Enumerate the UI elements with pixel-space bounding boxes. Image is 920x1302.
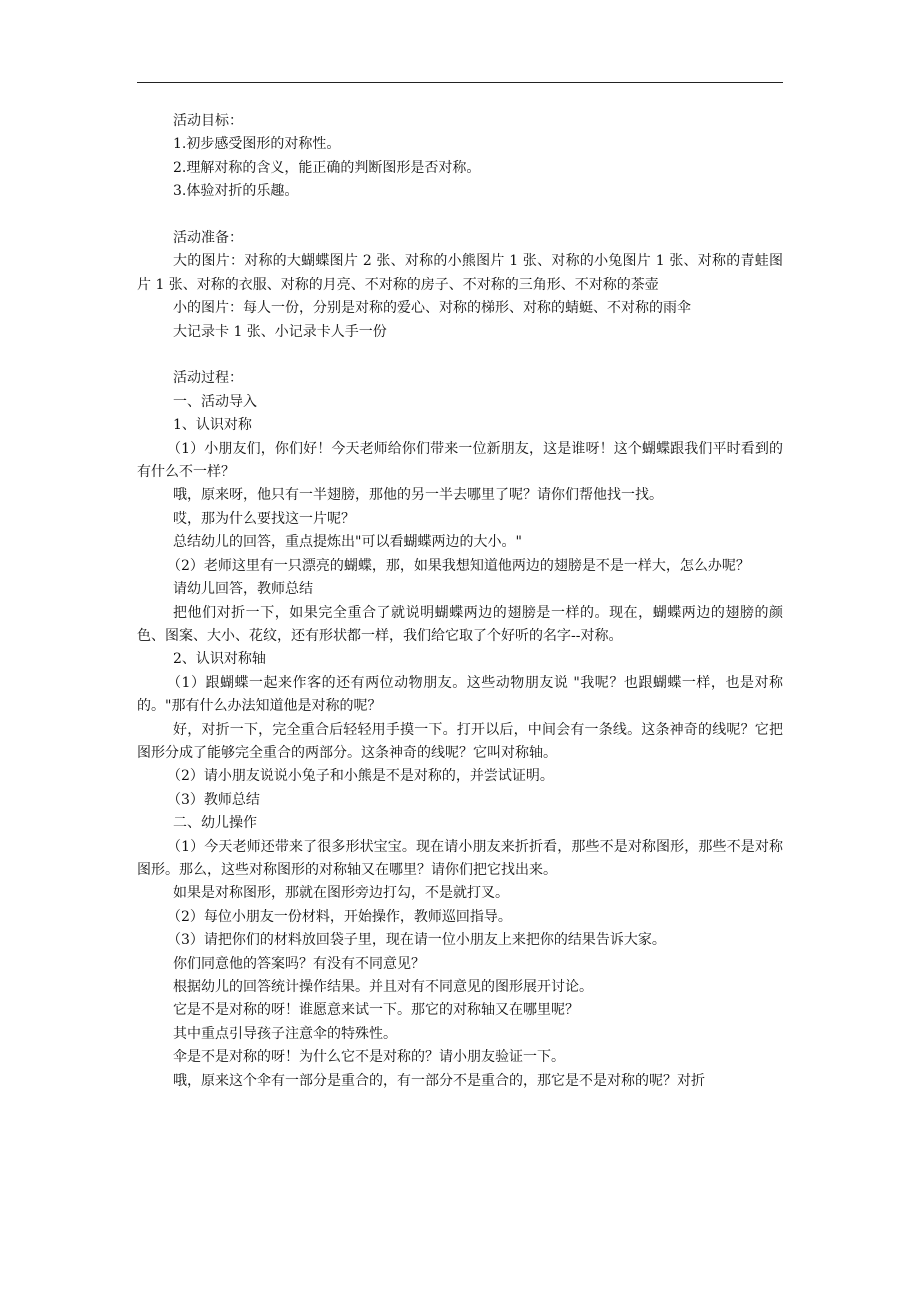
paragraph: 活动过程：	[173, 370, 243, 387]
paragraph: 二、幼儿操作	[173, 815, 257, 832]
document-body	[137, 110, 783, 1093]
paragraph: 哦，原来这个伞有一部分是重合的，有一部分不是重合的，那它是不是对称的呢？对折	[173, 1072, 705, 1089]
paragraph: 活动准备：	[173, 230, 243, 247]
paragraph: （2）请小朋友说说小兔子和小熊是不是对称的，并尝试证明。	[167, 768, 554, 785]
paragraph: 根据幼儿的回答统计操作结果。并且对有不同意见的图形展开讨论。	[173, 979, 593, 995]
paragraph: （1）跟蝴蝶一起来作客的还有两位动物朋友。这些动物朋友说 "我呢？也跟蝴蝶一样，也是对称的。"那有什么办法知道他是对称的呢？	[137, 674, 783, 715]
paragraph: （1）今天老师还带来了很多形状宝宝。现在请小朋友来折折看，那些不是对称图形，那些不是对称图形。那么，这些对称图形的对称轴又在哪里？请你们把它找出来。	[137, 838, 783, 878]
paragraph: 1、认识对称	[173, 417, 252, 434]
paragraph: 活动目标：	[173, 113, 243, 129]
paragraph: 你们同意他的答案吗？有没有不同意见？	[173, 955, 425, 972]
paragraph: 2.理解对称的含义，能正确的判断图形是否对称。	[173, 159, 481, 176]
blank-line	[137, 344, 783, 367]
paragraph: （3）请把你们的材料放回袋子里，现在请一位小朋友上来把你的结果告诉大家。	[167, 932, 666, 949]
paragraph: 如果是对称图形，那就在图形旁边打勾，不是就打叉。	[173, 885, 509, 902]
blank-line	[137, 204, 783, 227]
paragraph: 一、活动导入	[173, 393, 257, 410]
paragraph: （2）每位小朋友一份材料，开始操作，教师巡回指导。	[167, 908, 512, 925]
paragraph: 它是不是对称的呀！谁愿意来试一下。那它的对称轴又在哪里呢？	[173, 1002, 579, 1019]
paragraph: 2、认识对称轴	[173, 651, 266, 668]
paragraph: 其中重点引导孩子注意伞的特殊性。	[173, 1025, 397, 1042]
header-rule	[137, 82, 783, 83]
paragraph: 哦，原来呀，他只有一半翅膀，那他的另一半去哪里了呢？请你们帮他找一找。	[173, 487, 663, 504]
paragraph: 好，对折一下，完全重合后轻轻用手摸一下。打开以后，中间会有一条线。这条神奇的线呢？它把图形分成了能够完全重合的两部分。这条神奇的线呢？它叫对称轴。	[137, 721, 783, 761]
paragraph: 伞是不是对称的呀！为什么它不是对称的？请小朋友验证一下。	[173, 1049, 565, 1066]
paragraph: 小的图片：每人一份，分别是对称的爱心、对称的梯形、对称的蜻蜓、不对称的雨伞	[173, 300, 691, 317]
paragraph: 1.初步感受图形的对称性。	[173, 136, 341, 153]
paragraph: 总结幼儿的回答，重点提炼出"可以看蝴蝶两边的大小。"	[173, 534, 522, 551]
paragraph: 3.体验对折的乐趣。	[173, 183, 299, 200]
paragraph: （1）小朋友们，你们好！今天老师给你们带来一位新朋友，这是谁呀！这个蝴蝶跟我们平时看到的有什么不一样？	[137, 440, 783, 481]
paragraph: 请幼儿回答，教师总结	[173, 581, 313, 598]
paragraph: 哎，那为什么要找这一片呢？	[173, 510, 355, 527]
paragraph: （3）教师总结	[167, 791, 260, 808]
paragraph: （2）老师这里有一只漂亮的蝴蝶，那，如果我想知道他两边的翅膀是不是一样大，怎么办呢？	[167, 557, 750, 574]
paragraph: 把他们对折一下，如果完全重合了就说明蝴蝶两边的翅膀是一样的。现在，蝴蝶两边的翅膀的颜色、图案、大小、花纹，还有形状都一样，我们给它取了个好听的名字--对称。	[137, 604, 783, 644]
paragraph: 大的图片：对称的大蝴蝶图片 2 张、对称的小熊图片 1 张、对称的小兔图片 1 张、对称的青蛙图片 1 张、对称的衣服、对称的月亮、不对称的房子、不对称的三角形、不对称的茶壶	[137, 253, 783, 293]
paragraph: 大记录卡 1 张、小记录卡人手一份	[173, 323, 387, 340]
